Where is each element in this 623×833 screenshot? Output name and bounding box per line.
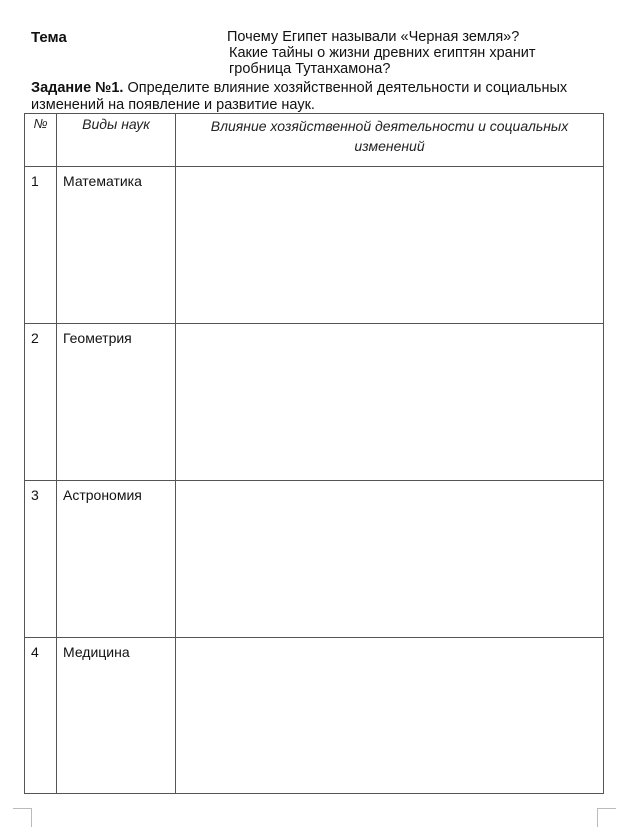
header-influence: Влияние хозяйственной деятельности и социальных изменений [176, 114, 604, 167]
header-number: № [25, 114, 57, 167]
task-title: Задание №1. [31, 80, 124, 96]
table-header-row [25, 114, 604, 167]
row-science: Медицина [57, 638, 176, 794]
task-text: Определите влияние хозяйственной деятельности и социальных изменений на появление и развитие наук. [31, 80, 568, 113]
table-row [25, 481, 604, 638]
row-science: Геометрия [57, 324, 176, 481]
row-influence-cell[interactable] [176, 481, 604, 638]
page-corner-mark [13, 808, 32, 827]
topic-question: Какие тайны о жизни древних египтян хранит [229, 45, 536, 61]
topic-questions [227, 29, 587, 77]
header-science: Виды наук [57, 114, 176, 167]
row-number: 3 [25, 481, 57, 638]
row-influence-cell[interactable] [176, 167, 604, 324]
row-influence-cell[interactable] [176, 324, 604, 481]
topic-label: Тема [31, 29, 67, 46]
topic-question: гробница Тутанхамона? [229, 61, 391, 77]
row-science: Математика [57, 167, 176, 324]
row-number: 2 [25, 324, 57, 481]
page-corner-mark [597, 808, 616, 827]
sciences-table [24, 113, 604, 794]
row-science: Астрономия [57, 481, 176, 638]
topic-question: Почему Египет называли «Черная земля»? [227, 29, 520, 45]
row-number: 4 [25, 638, 57, 794]
table-row [25, 167, 604, 324]
task-statement [31, 80, 606, 113]
table-row [25, 324, 604, 481]
table-row [25, 638, 604, 794]
row-influence-cell[interactable] [176, 638, 604, 794]
row-number: 1 [25, 167, 57, 324]
